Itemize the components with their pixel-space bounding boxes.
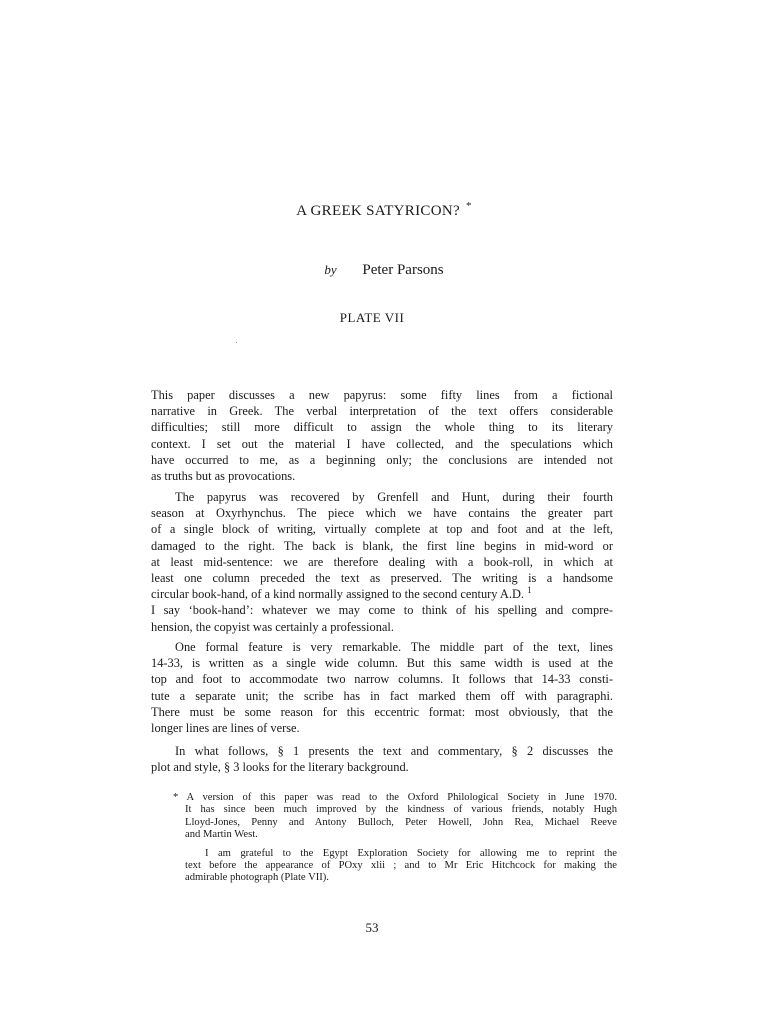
text-line: This paper discusses a new papyrus: some fifty lines from a fictional — [151, 388, 613, 402]
footnote-line: text before the appearance of POxy xlii ; and to Mr Eric Hitchcock for making the — [185, 859, 617, 871]
text-line: 14-33, is written as a single wide column. But this same width is used at the — [151, 656, 613, 671]
text-line: of a single block of writing, virtually complete at top and foot and at the left, — [151, 522, 613, 537]
text-line: at least mid-sentence: we are therefore dealing with a book-roll, in which at — [151, 554, 613, 569]
text-line: damaged to the right. The back is blank, the first line begins in mid-word or — [151, 538, 613, 553]
text-line: season at Oxyrhynchus. The piece which we have contains the greater part — [151, 506, 613, 521]
paragraph-3 — [151, 639, 613, 736]
text-line: tute a separate unit; the scribe has in fact marked them off with paragraphi. — [151, 688, 613, 703]
text-line: top and foot to accommodate two narrow columns. It follows that 14-33 consti- — [151, 672, 613, 687]
title-footnote-marker: * — [466, 200, 472, 212]
footnote-line: Lloyd-Jones, Penny and Antony Bulloch, Peter Howell, John Rea, Michael Reeve — [185, 816, 617, 828]
text-line: least one column preceded the text as preserved. The writing is a handsome — [151, 570, 613, 585]
footnote-line: admirable photograph (Plate VII). — [185, 872, 329, 884]
text-line-with-footnote — [151, 586, 613, 602]
footnote-marker: * — [173, 792, 179, 803]
paragraph-2 — [151, 489, 613, 635]
text-line: circular book-hand, of a kind normally assigned to the second century A.D. — [151, 587, 524, 602]
text-line: difficulties; still more difficult to assign the whole thing to its literary — [151, 420, 613, 435]
text-line: In what follows, § 1 presents the text and commentary, § 2 discusses the — [175, 744, 613, 758]
text-line: plot and style, § 3 looks for the literary background. — [151, 760, 409, 775]
text-line: narrative in Greek. The verbal interpretation of the text offers considerable — [151, 404, 613, 419]
footnotes — [173, 792, 617, 885]
author-name: Peter Parsons — [362, 262, 444, 278]
plate-reference: PLATE VII — [339, 310, 405, 325]
text-line: I say ‘book-hand’: whatever we may come to think of his spelling and compre- — [151, 603, 613, 618]
footnote-1 — [173, 792, 617, 842]
footnote-line: It has since been much improved by the kindness of various friends, notably Hugh — [185, 804, 617, 816]
scan-speck — [236, 342, 237, 343]
footnote-2 — [173, 848, 617, 885]
text-line: longer lines are lines of verse. — [151, 720, 300, 735]
text-line: as truths but as provocations. — [151, 468, 296, 483]
footnote-reference: 1 — [527, 585, 532, 595]
text-line: There must be some reason for this eccentric format: most obviously, that the — [151, 704, 613, 719]
footnote-line: and Martin West. — [185, 829, 258, 841]
text-line: context. I set out the material I have collected, and the speculations which — [151, 436, 613, 451]
text-line: hension, the copyist was certainly a professional. — [151, 619, 394, 634]
paragraph-4 — [151, 743, 613, 775]
byline-by: by — [324, 262, 337, 277]
text-line: The papyrus was recovered by Grenfell and Hunt, during their fourth — [175, 490, 613, 504]
text-line: One formal feature is very remarkable. The middle part of the text, lines — [175, 640, 613, 654]
footnote-text: A version of this paper was read to the Oxford Philological Society in June 1970. — [186, 792, 617, 803]
footnote-line — [173, 792, 617, 804]
footnote-line: I am grateful to the Egypt Exploration Society for allowing me to reprint the — [205, 847, 617, 859]
article-title — [0, 200, 768, 220]
paragraph-1 — [151, 387, 613, 484]
article-title-text: A GREEK SATYRICON? — [296, 203, 460, 219]
page-number: 53 — [365, 920, 379, 935]
text-line: have occurred to me, as a beginning only; the conclusions are intended not — [151, 452, 613, 467]
byline — [0, 262, 768, 279]
